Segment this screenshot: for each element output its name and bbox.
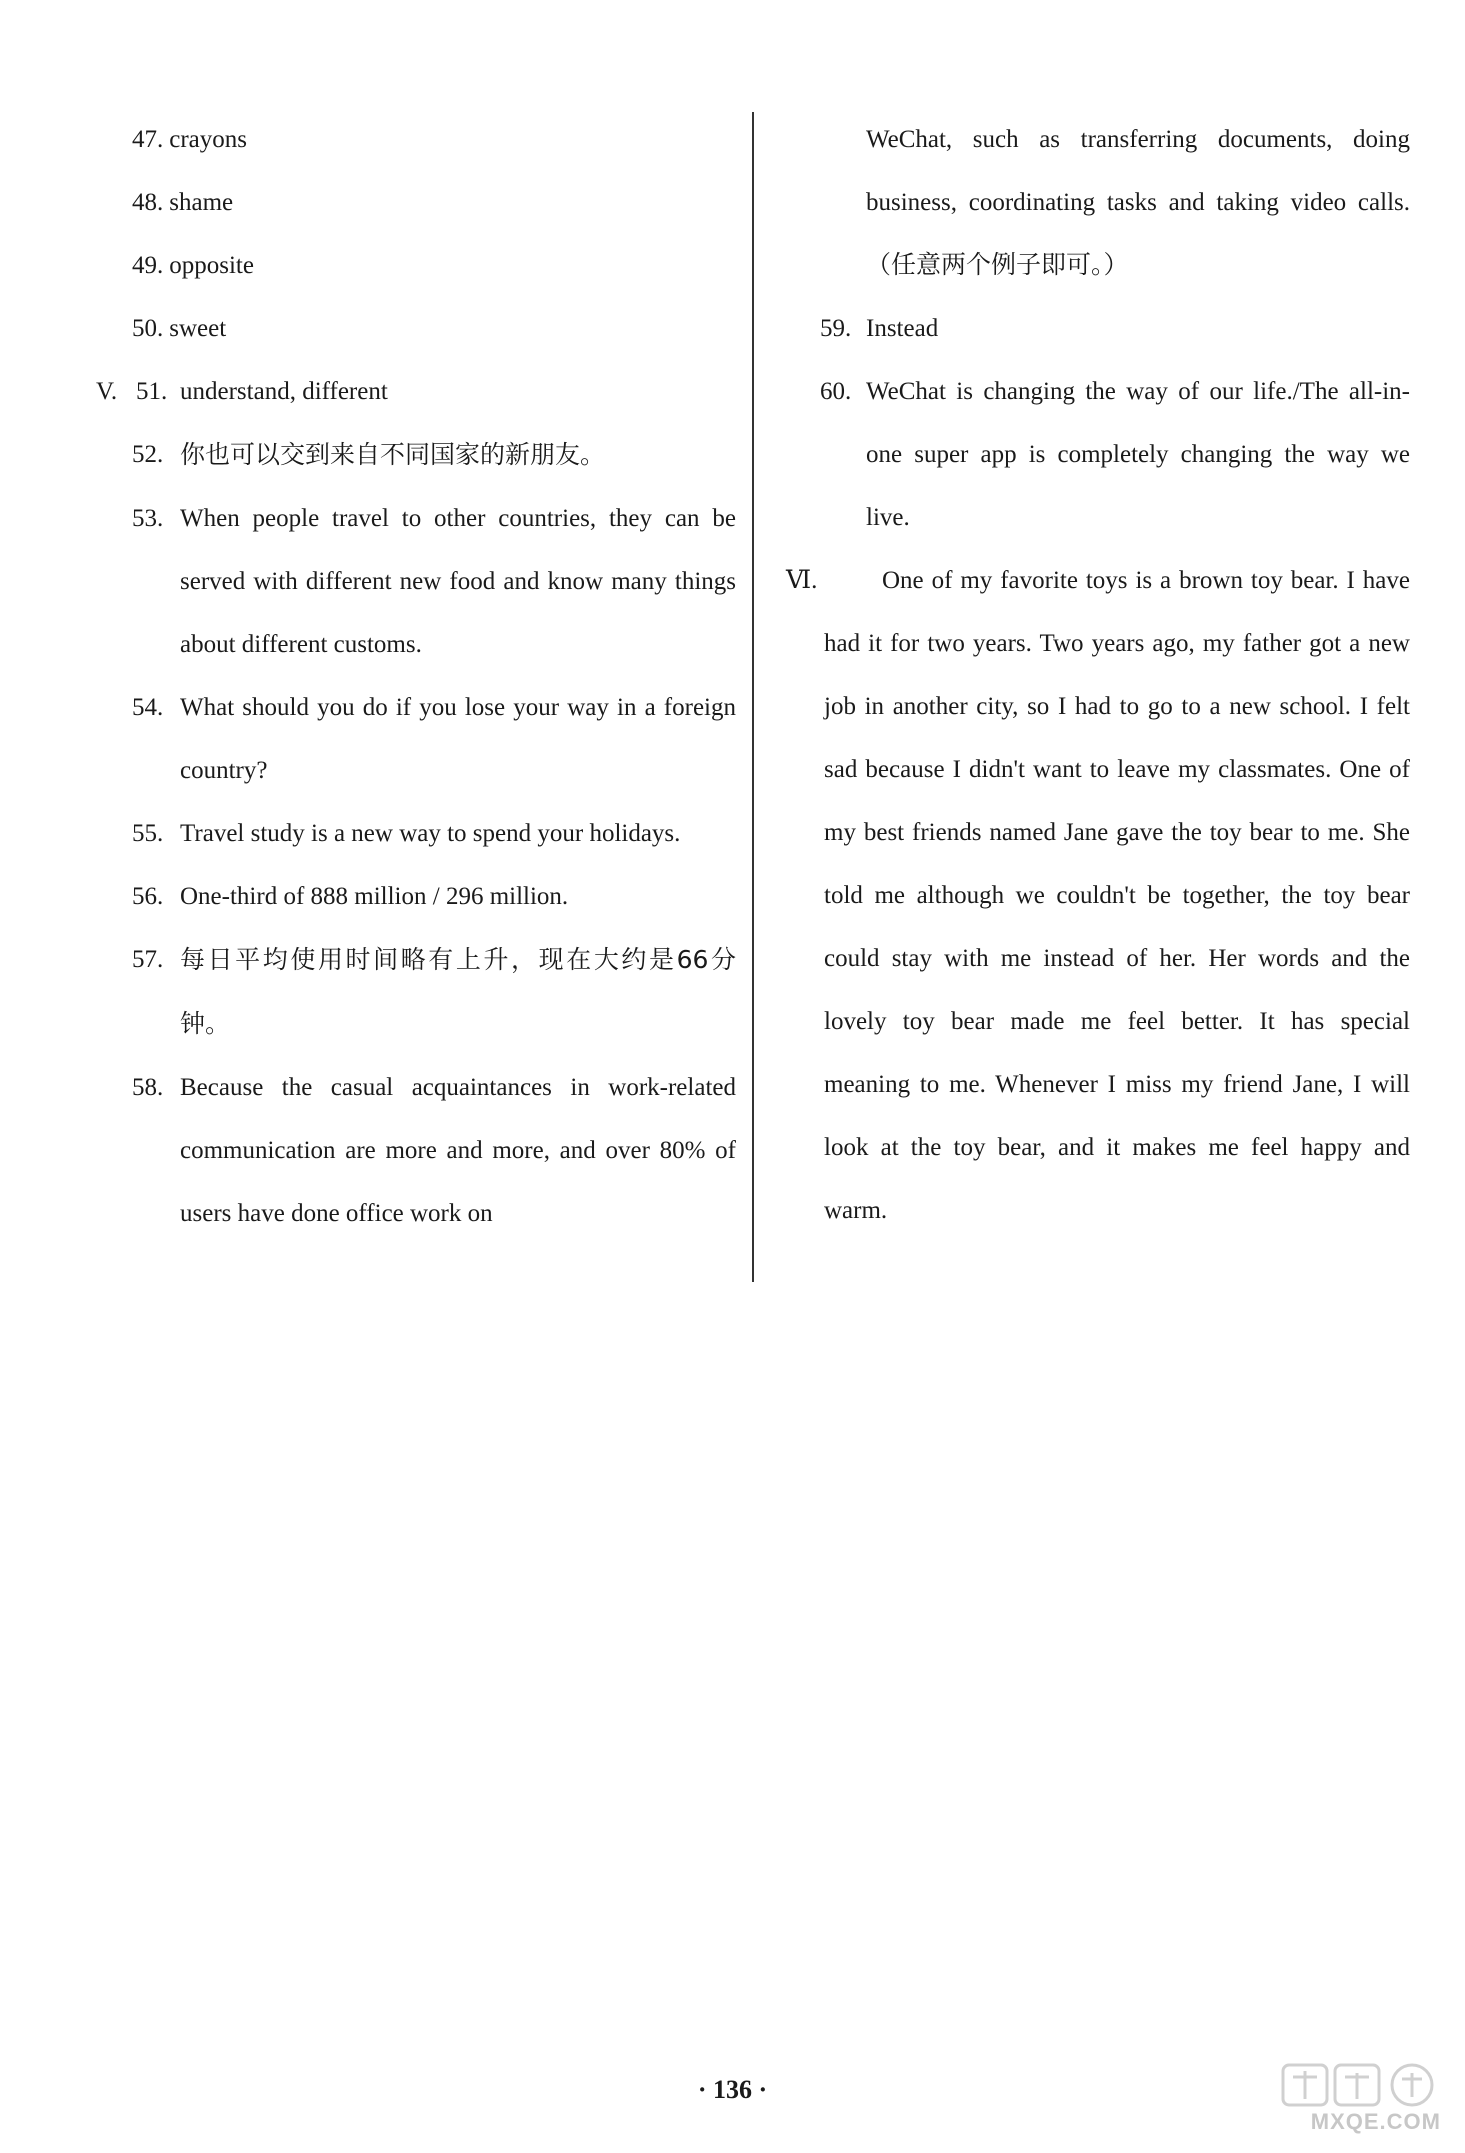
answer-item-53 xyxy=(96,487,736,676)
answer-text: sweet xyxy=(169,315,227,342)
item-number: 50. xyxy=(132,315,164,342)
section-vi-essay xyxy=(786,549,1410,1242)
answer-item-59 xyxy=(820,297,1410,360)
answer-text: Instead xyxy=(866,315,939,342)
item-number: 56. xyxy=(132,883,164,910)
answer-item-60 xyxy=(820,360,1410,549)
item-number: 53. xyxy=(132,505,164,532)
essay-text: One of my favorite toys is a brown toy bear. I have had it for two years. Two years ago, my father got a new job in another city, so I had to go to a new school. I felt sad because I didn't want to leave my classmates. One of my best friends named Jane gave the toy bear to me. She told me although we couldn't be together, the toy bear could stay with me instead of her. Her words and the lovely toy bear made me feel better. It has special meaning to me. Whenever I miss my friend Jane, I will look at the toy bear, and it makes me feel happy and warm. xyxy=(824,567,1410,1224)
answer-item-56 xyxy=(96,865,736,928)
item-number: 51. xyxy=(136,378,168,405)
answer-text: Because the casual acquaintances in work-related communication are more and more, and over 80% of users have done office work on xyxy=(180,1074,736,1227)
page-number: · 136 · xyxy=(697,2075,768,2104)
item-number: 55. xyxy=(132,820,164,847)
answer-text: shame xyxy=(169,189,234,216)
section-numeral-vi: Ⅵ. xyxy=(786,567,818,594)
item-number: 47. xyxy=(132,126,164,153)
item-number: 54. xyxy=(132,694,164,721)
column-divider xyxy=(752,112,754,1282)
item-number: 52. xyxy=(132,441,164,468)
item-number: 58. xyxy=(132,1074,164,1101)
answer-item-58 xyxy=(96,1056,736,1245)
answer-item-48 xyxy=(96,171,736,234)
answer-text: WeChat is changing the way of our life./The all-in-one super app is completely changing the way we live. xyxy=(866,378,1410,531)
answer-item-47 xyxy=(96,108,736,171)
answer-text: opposite xyxy=(169,252,254,279)
answer-text: Travel study is a new way to spend your holidays. xyxy=(180,820,681,847)
right-column xyxy=(786,108,1410,1242)
watermark-logo xyxy=(1247,2061,1447,2139)
item-number: 49. xyxy=(132,252,164,279)
answer-text: One-third of 888 million / 296 million. xyxy=(180,883,569,910)
answer-text: 每日平均使用时间略有上升，现在大约是66分钟。 xyxy=(180,945,736,1038)
answer-text: 你也可以交到来自不同国家的新朋友。 xyxy=(180,440,606,469)
item-number: 60. xyxy=(820,378,852,405)
item-number: 48. xyxy=(132,189,164,216)
answer-text: crayons xyxy=(169,126,247,153)
answer-text: understand, different xyxy=(180,378,388,405)
answer-item-50 xyxy=(96,297,736,360)
answer-text: WeChat, such as transferring documents, doing business, coordinating tasks and taking video calls.（任意两个例子即可。） xyxy=(866,126,1410,279)
left-column xyxy=(96,108,736,1245)
answer-item-52 xyxy=(96,423,736,487)
answer-item-55 xyxy=(96,802,736,865)
answer-item-54 xyxy=(96,676,736,802)
answer-item-49 xyxy=(96,234,736,297)
item-number: 59. xyxy=(820,315,852,342)
answer-text: When people travel to other countries, they can be served with different new food and know many things about different customs. xyxy=(180,505,736,658)
answer-text: What should you do if you lose your way in a foreign country? xyxy=(180,694,736,784)
answer-item-51 xyxy=(96,360,736,423)
section-numeral-v: V. xyxy=(96,378,118,405)
item-number: 57. xyxy=(132,946,164,973)
answer-item-57 xyxy=(96,928,736,1056)
watermark-text: MXQE.COM xyxy=(1310,2109,1441,2134)
answer-item-58-continued xyxy=(820,108,1410,297)
